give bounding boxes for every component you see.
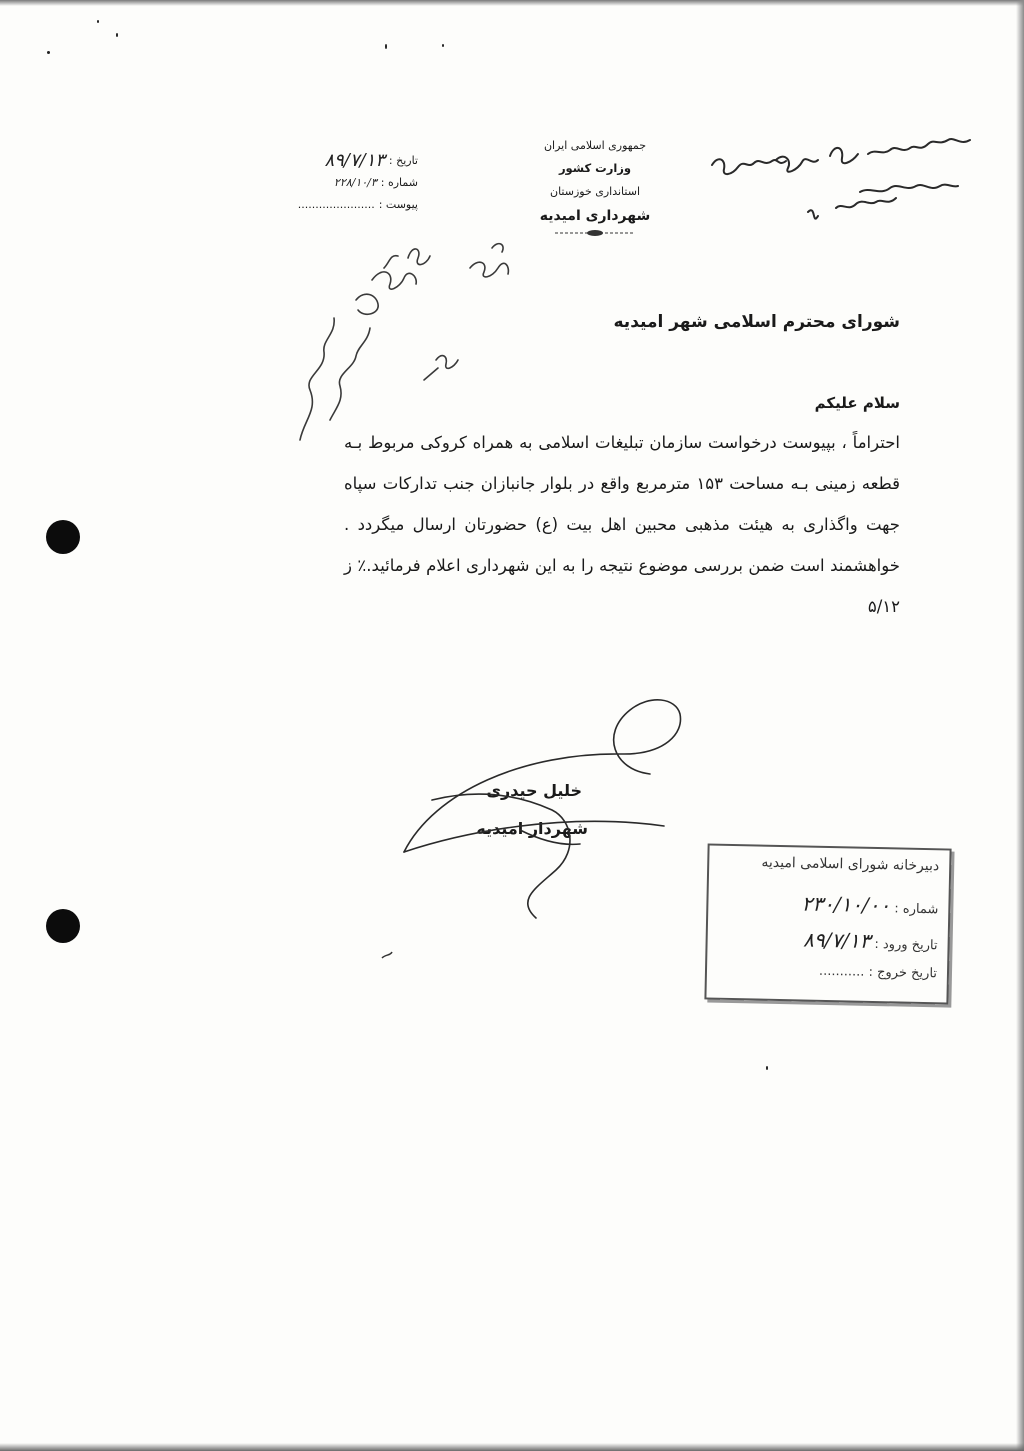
stray-pen-mark [382, 952, 392, 958]
scan-speck [385, 44, 387, 49]
scan-edge-bottom [0, 1443, 1024, 1451]
signatory-name: خلیل حیدری [486, 781, 582, 800]
handwritten-referral-note [300, 244, 508, 440]
letter-body: احتراماً ، بپیوست درخواست سازمان تبلیغات اسلامی به همراه کروکی مربوط بـه قطعه زمینی بـه مساحت ۱۵۳ مترمربع واقع در بلوار جانبازان جنب تدارکات سپاه جهت واگذاری به هیئت مذهبی محبین اهل بیت (ع) حضورتان ارسال میگردد . خواهشمند است ضمن بررسی موضوع نتیجه را به این شهرداری اعلام فرمائید.٪ ز ۵/۱۲ [344, 433, 901, 616]
meta-number-label: شماره : [380, 176, 418, 189]
letterhead-municipality: شهرداری امیدیه [539, 208, 651, 224]
stamp-entry-row [803, 927, 938, 954]
letterhead-governorate: استانداری خوزستان [549, 185, 640, 198]
secretariat-stamp [704, 843, 951, 1004]
scan-speck [442, 44, 444, 47]
meta-date-label: تاریخ : [388, 154, 418, 167]
meta-date-row [300, 150, 418, 172]
stamp-title: دبیرخانه شورای اسلامی امیدیه [761, 854, 940, 875]
handwritten-registration-note [712, 139, 970, 219]
stamp-number-value: ۲۳۰/۱۰/۰۰ [801, 891, 891, 918]
letterhead-ministry: وزارت کشور [558, 161, 632, 175]
letter-recipient: شورای محترم اسلامی شهر امیدیه [613, 312, 900, 332]
stamp-entry-value: ۸۹/۷/۱۳ [802, 927, 871, 953]
signature-block [476, 772, 588, 848]
scan-edge-right [1016, 0, 1024, 1451]
letterhead [520, 134, 670, 238]
punch-hole-lower [46, 909, 80, 943]
scan-speck [116, 33, 118, 37]
meta-number-value: ۲۲۸/۱۰/۳ [333, 176, 377, 189]
meta-date-value: ۸۹/۷/۱۳ [324, 150, 385, 171]
stamp-exit-value: ........... [818, 963, 865, 980]
meta-attachment-row [297, 194, 418, 216]
stamp-exit-row [819, 964, 937, 981]
scan-speck [766, 1066, 768, 1070]
scan-speck [97, 20, 99, 23]
letter-greeting: سلام علیکم [814, 394, 900, 412]
ornament-divider-icon [555, 228, 635, 238]
scan-speck [47, 51, 50, 54]
stamp-entry-label: تاریخ ورود : [874, 936, 938, 954]
letterhead-country: جمهوری اسلامی ایران [543, 139, 647, 152]
letter-meta [297, 150, 418, 216]
stamp-number-row [801, 891, 938, 918]
meta-attachment-value: ...................... [297, 198, 375, 211]
punch-hole-upper [46, 520, 80, 554]
signatory-title: شهردار امیدیه [476, 819, 588, 838]
meta-number-row [300, 172, 418, 194]
stamp-number-label: شماره : [894, 901, 939, 918]
meta-attachment-label: پیوست : [378, 198, 418, 211]
scan-edge-top [0, 0, 1024, 6]
stamp-exit-label: تاریخ خروج : [868, 964, 938, 982]
